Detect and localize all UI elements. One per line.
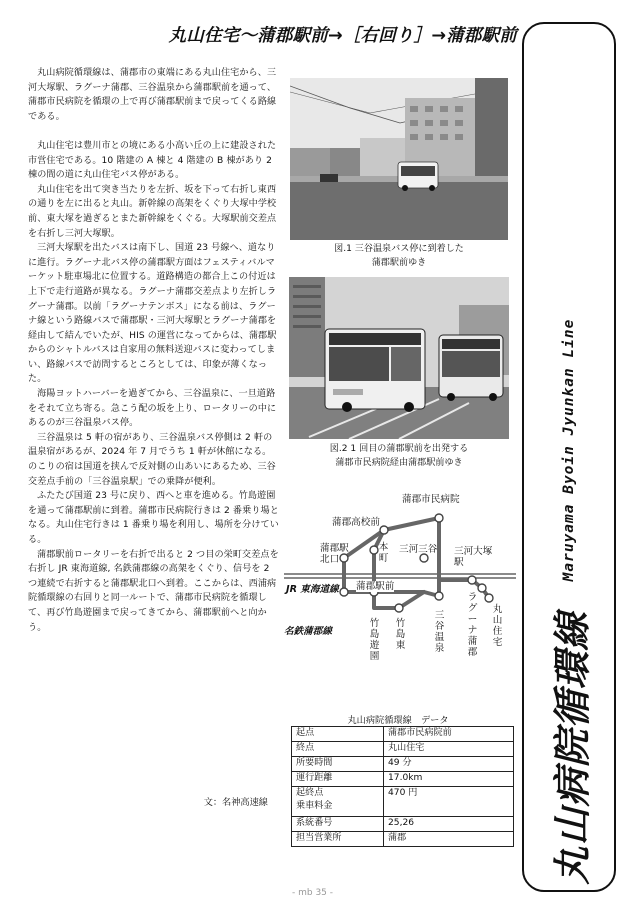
stop-label-shimin-byoin: 蒲郡市民病院 [402, 494, 460, 505]
stop-label-laguna: ラグーナ蒲郡 [467, 592, 478, 658]
figure-1-caption [290, 242, 508, 270]
table-row [292, 742, 514, 757]
table-key: 所要時間 [292, 757, 384, 772]
table-value: 25,26 [384, 817, 514, 832]
page-headline: 丸山住宅～蒲郡駅前→［右回り］→蒲郡駅前 [168, 26, 517, 46]
table-key: 起点 [292, 727, 384, 742]
paragraph: 丸山病院循環線は、蒲郡市の東端にある丸山住宅から、三河大塚駅、ラグーナ蒲郡、三谷温泉から蒲郡駅前を通って、蒲郡市民病院を循環の上で再び蒲郡駅前まで戻ってくる路線である。 [28, 68, 277, 122]
caption-line: 蒲郡駅前ゆき [371, 258, 427, 268]
stop-label-takeshima-higashi: 竹島東 [395, 618, 406, 651]
route-data-table [291, 726, 514, 847]
figure-2-caption [288, 442, 510, 470]
photo-ekimae-buses [289, 277, 509, 439]
stop-label-gamagori-koko: 蒲郡高校前 [332, 517, 380, 528]
caption-line: 図.2 1 回目の蒲郡駅前を出発する [329, 444, 469, 454]
table-key: 起終点 乗車料金 [292, 787, 384, 817]
page-number: - mb 35 - [292, 888, 334, 898]
rail-label-meitetsu: 名鉄蒲郡線 [284, 626, 332, 637]
table-title: 丸山病院循環線 データ [347, 715, 449, 726]
paragraph: 三河大塚駅を出たバスは南下し、国道 23 号線へ、道なりに進行。ラグーナ北バス停の蒲郡駅方面はフェスティバルマーケット駐車場北に位置する。道路構造の都合上この付近は上下で走行道路が異なる。ラグーナ蒲郡交差点より左折しラグーナ蒲郡。以前「ラグーナテンボス」になる前は、ラグーナ線という路線バスで蒲郡駅・三河大塚駅とラグーナ蒲郡を経由して結んでいたが、HIS の運営になってからは、蒲郡駅からのシャトルバスは自家用の無料送迎バスに変わってしまい、路線バスで訪問するところとしては、印象が薄くなった。 [28, 243, 277, 385]
rail-label-jr: JR 東海道線 [286, 584, 339, 595]
stop-label-takeshima-yuen: 竹島遊園 [369, 618, 380, 662]
sidebar-romaji [523, 300, 615, 600]
table-value: 蒲郡 [384, 832, 514, 847]
table-row [292, 727, 514, 742]
caption-line: 蒲郡市民病院経由蒲郡駅前ゆき [335, 458, 463, 468]
table-row [292, 817, 514, 832]
table-key: 終点 [292, 742, 384, 757]
stop-label-maruyama: 丸山住宅 [492, 604, 503, 648]
paragraph: 丸山住宅は豊川市との境にある小高い丘の上に建設された市営住宅である。10 階建の A 棟と 4 階建の B 棟があり 2 棟の間の道に丸山住宅バス停がある。 [28, 140, 277, 181]
paragraph: ふたたび国道 23 号に戻り、西へと車を進める。竹島遊園を通って蒲郡駅前に到着。蒲郡市民病院行きは 2 番乗り場となる。丸山住宅行きは 1 番乗り場を利用し、場所を分けている。 [28, 491, 279, 545]
table-value: 49 分 [384, 757, 514, 772]
stop-label-mikawa-mito: 三河三谷 [399, 544, 438, 555]
table-key: 担当営業所 [292, 832, 384, 847]
romaji-title: Maruyama Byoin Jyunkan Line [561, 318, 577, 582]
sidebar-line-title [523, 611, 615, 885]
paragraph: 海陽ヨットハーバーを過ぎてから、三谷温泉に、一旦道路をそれて立ち寄る。急こう配の坂を上り、ロータリーの中にあるのが三谷温泉バス停。 [28, 389, 277, 429]
stop-label-mito-onsen: 三谷温泉 [434, 610, 445, 654]
table-value: 蒲郡市民病院前 [384, 727, 514, 742]
line-title: 丸山病院循環線 [550, 611, 595, 885]
table-key: 運行距離 [292, 772, 384, 787]
route-map [284, 488, 516, 696]
photo-mito-onsen-bus [290, 78, 508, 240]
stop-label-honmachi: 本町 [378, 542, 389, 564]
stop-label-kitaguchi: 蒲郡駅 北口 [320, 543, 349, 565]
paragraph: 三谷温泉は 5 軒の宿があり、三谷温泉バス停側は 2 軒の温泉宿があるが、2024 年 7 月でうち 1 軒が休館になる。のこりの宿は国道を挟んで反対側の山あいにあるため、三谷交差点手前の「三谷温泉駅」での乗降が便利。 [28, 432, 276, 487]
paragraph: 丸山住宅を出て突き当たりを左折、坂を下って右折し東西の通りを左に出ると丸山。新幹線の高架をくぐり大塚中学校前、東大塚を過ぎるとまた新幹線をくぐる。大塚駅前交差点を右折し三河大塚駅。 [28, 184, 277, 239]
table-row [292, 787, 514, 817]
stop-label-mikawa-otsuka: 三河大塚駅 [454, 546, 493, 568]
table-row [292, 757, 514, 772]
table-row [292, 832, 514, 847]
table-row [292, 772, 514, 787]
caption-line: 図.1 三谷温泉バス停に到着した [334, 244, 464, 254]
table-value: 470 円 [384, 787, 514, 817]
article-body [28, 66, 280, 635]
table-value: 丸山住宅 [384, 742, 514, 757]
author-credit: 文：名神高速線 [203, 797, 268, 808]
table-key: 系統番号 [292, 817, 384, 832]
table-value: 17.0km [384, 772, 514, 787]
paragraph: 蒲郡駅前ロータリーを右折で出ると 2 つ目の栄町交差点を右折し JR 東海道線, 名鉄蒲郡線の高架をくぐり、信号を 2 つ連続で右折すると蒲郡駅北口へ到着。ここからは、西浦病院循環線の右回りと同一ルートで、蒲郡市民病院を循環して、再び竹島遊園まで戻ってきてから、蒲郡駅前へと向かう。 [28, 549, 279, 633]
stop-label-ekimae: 蒲郡駅前 [356, 581, 395, 592]
